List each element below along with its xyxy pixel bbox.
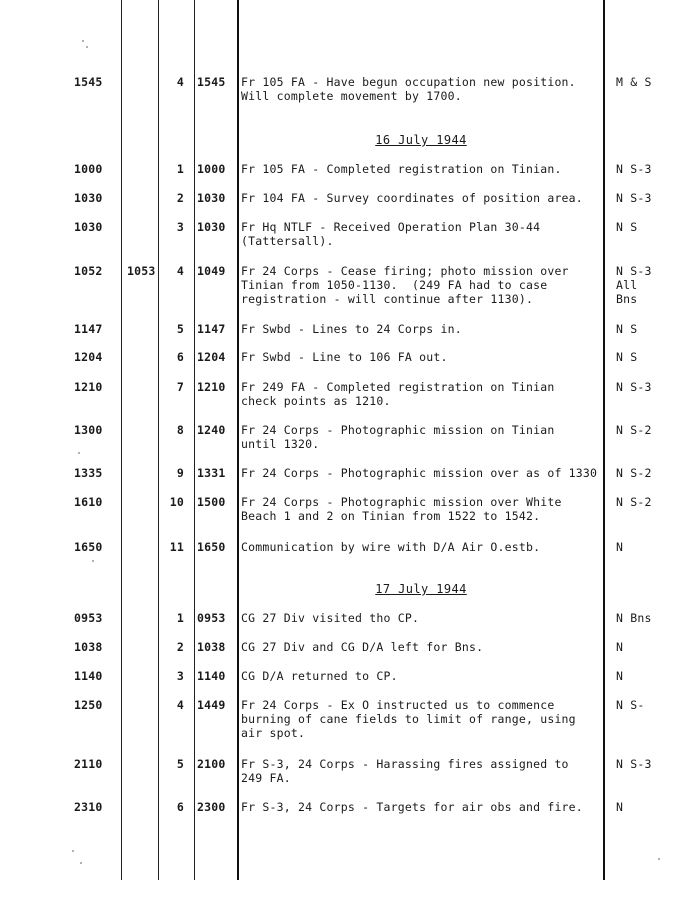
action-taken: M & S (616, 75, 652, 89)
scan-speck (72, 850, 74, 852)
message-text: Tinian from 1050-1130. (249 FA had to case (241, 278, 548, 292)
action-taken: N Bns (616, 611, 652, 625)
time-filed: 1140 (197, 669, 226, 683)
message-text: Fr 24 Corps - Ex O instructed us to commence (241, 698, 555, 712)
serial-number: 3 (176, 669, 184, 683)
time-in: 0953 (74, 611, 103, 625)
message-text: Fr 105 FA - Have begun occupation new position. (241, 75, 576, 89)
message-text: Will complete movement by 1700. (241, 89, 462, 103)
time-in: 1030 (74, 220, 103, 234)
time-in: 1000 (74, 162, 103, 176)
action-taken: N S-2 (616, 423, 652, 437)
message-text: Fr Hq NTLF - Received Operation Plan 30-44 (241, 220, 541, 234)
time-in: 2110 (74, 757, 103, 771)
message-text: CG 27 Div visited tho CP. (241, 611, 420, 625)
message-text: Fr 24 Corps - Photographic mission on Tinian (241, 423, 555, 437)
serial-number: 11 (169, 540, 184, 554)
message-text: Fr 104 FA - Survey coordinates of position area. (241, 191, 583, 205)
serial-number: 2 (176, 191, 184, 205)
message-text: burning of cane fields to limit of range, using (241, 712, 576, 726)
message-text: registration - will continue after 1130). (241, 292, 534, 306)
time-filed: 2100 (197, 757, 226, 771)
time-in: 1610 (74, 495, 103, 509)
time-in: 1147 (74, 322, 103, 336)
column-rule (194, 0, 195, 880)
scan-speck (86, 46, 88, 48)
action-taken: N (616, 540, 624, 554)
time-in: 2310 (74, 800, 103, 814)
time-filed: 1650 (197, 540, 226, 554)
action-taken: N S-3 (616, 380, 652, 394)
time-in: 1300 (74, 423, 103, 437)
message-text: Fr Swbd - Lines to 24 Corps in. (241, 322, 462, 336)
message-text: Beach 1 and 2 on Tinian from 1522 to 1542. (241, 509, 541, 523)
serial-number: 6 (176, 350, 184, 364)
message-text: air spot. (241, 726, 306, 740)
serial-number: 4 (176, 698, 184, 712)
action-taken: N S-3 (616, 162, 652, 176)
serial-number: 5 (176, 322, 184, 336)
column-rule (603, 0, 605, 880)
time-filed: 1000 (197, 162, 226, 176)
action-taken: N (616, 800, 624, 814)
time-in: 1335 (74, 466, 103, 480)
action-taken: Bns (616, 292, 638, 306)
message-text: Fr 24 Corps - Photographic mission over as of 1330 (241, 466, 598, 480)
action-taken: N (616, 640, 624, 654)
time-in: 1038 (74, 640, 103, 654)
serial-number: 4 (176, 264, 184, 278)
message-text: Fr 24 Corps - Photographic mission over White (241, 495, 562, 509)
action-taken: N S (616, 322, 638, 336)
serial-number: 6 (176, 800, 184, 814)
time-in: 1052 (74, 264, 103, 278)
column-rule (121, 0, 122, 880)
message-text: until 1320. (241, 437, 320, 451)
time-filed: 1331 (197, 466, 226, 480)
serial-number: 9 (176, 466, 184, 480)
column-rule (158, 0, 159, 880)
message-text: check points as 1210. (241, 394, 391, 408)
action-taken: All (616, 278, 638, 292)
message-text: CG 27 Div and CG D/A left for Bns. (241, 640, 484, 654)
time-filed: 1030 (197, 191, 226, 205)
action-taken: N S-3 (616, 757, 652, 771)
scan-speck (78, 452, 80, 454)
time-filed: 1147 (197, 322, 226, 336)
serial-number: 3 (176, 220, 184, 234)
column-rule (237, 0, 239, 880)
action-taken: N S-2 (616, 495, 652, 509)
time-filed: 1545 (197, 75, 226, 89)
time-filed: 0953 (197, 611, 226, 625)
message-text: CG D/A returned to CP. (241, 669, 398, 683)
time-filed: 1210 (197, 380, 226, 394)
time-in: 1250 (74, 698, 103, 712)
time-filed: 1038 (197, 640, 226, 654)
action-taken: N S-2 (616, 466, 652, 480)
time-filed: 1449 (197, 698, 226, 712)
message-text: Fr 24 Corps - Cease firing; photo mission over (241, 264, 569, 278)
time-in: 1210 (74, 380, 103, 394)
time-in: 1650 (74, 540, 103, 554)
time-in: 1204 (74, 350, 103, 364)
message-text: Fr S-3, 24 Corps - Targets for air obs and fire. (241, 800, 583, 814)
serial-number: 10 (169, 495, 184, 509)
scan-speck (82, 40, 84, 42)
action-taken: N S (616, 220, 638, 234)
action-taken: N (616, 669, 624, 683)
serial-number: 7 (176, 380, 184, 394)
serial-number: 8 (176, 423, 184, 437)
message-text: 249 FA. (241, 771, 291, 785)
message-text: Fr Swbd - Line to 106 FA out. (241, 350, 448, 364)
time-in: 1030 (74, 191, 103, 205)
section-date: 16 July 1944 (375, 133, 467, 147)
action-taken: N S (616, 350, 638, 364)
time-filed: 1030 (197, 220, 226, 234)
scan-speck (92, 560, 94, 562)
serial-number: 2 (176, 640, 184, 654)
message-text: Fr S-3, 24 Corps - Harassing fires assigned to (241, 757, 569, 771)
message-text: (Tattersall). (241, 234, 334, 248)
time-filed: 1204 (197, 350, 226, 364)
serial-number: 5 (176, 757, 184, 771)
time-filed: 1240 (197, 423, 226, 437)
time-filed: 1500 (197, 495, 226, 509)
action-taken: N S- (616, 698, 645, 712)
action-taken: N S-3 (616, 191, 652, 205)
message-text: Communication by wire with D/A Air O.estb. (241, 540, 541, 554)
serial-number: 1 (176, 611, 184, 625)
section-date: 17 July 1944 (375, 582, 467, 596)
message-text: Fr 249 FA - Completed registration on Tinian (241, 380, 555, 394)
time-filed: 2300 (197, 800, 226, 814)
scan-speck (658, 858, 660, 860)
time-in: 1140 (74, 669, 103, 683)
serial-number: 4 (176, 75, 184, 89)
time-in: 1545 (74, 75, 103, 89)
serial-number: 1 (176, 162, 184, 176)
scan-speck (80, 862, 82, 864)
message-text: Fr 105 FA - Completed registration on Tinian. (241, 162, 562, 176)
time-filed: 1049 (197, 264, 226, 278)
time-out: 1053 (127, 264, 156, 278)
action-taken: N S-3 (616, 264, 652, 278)
